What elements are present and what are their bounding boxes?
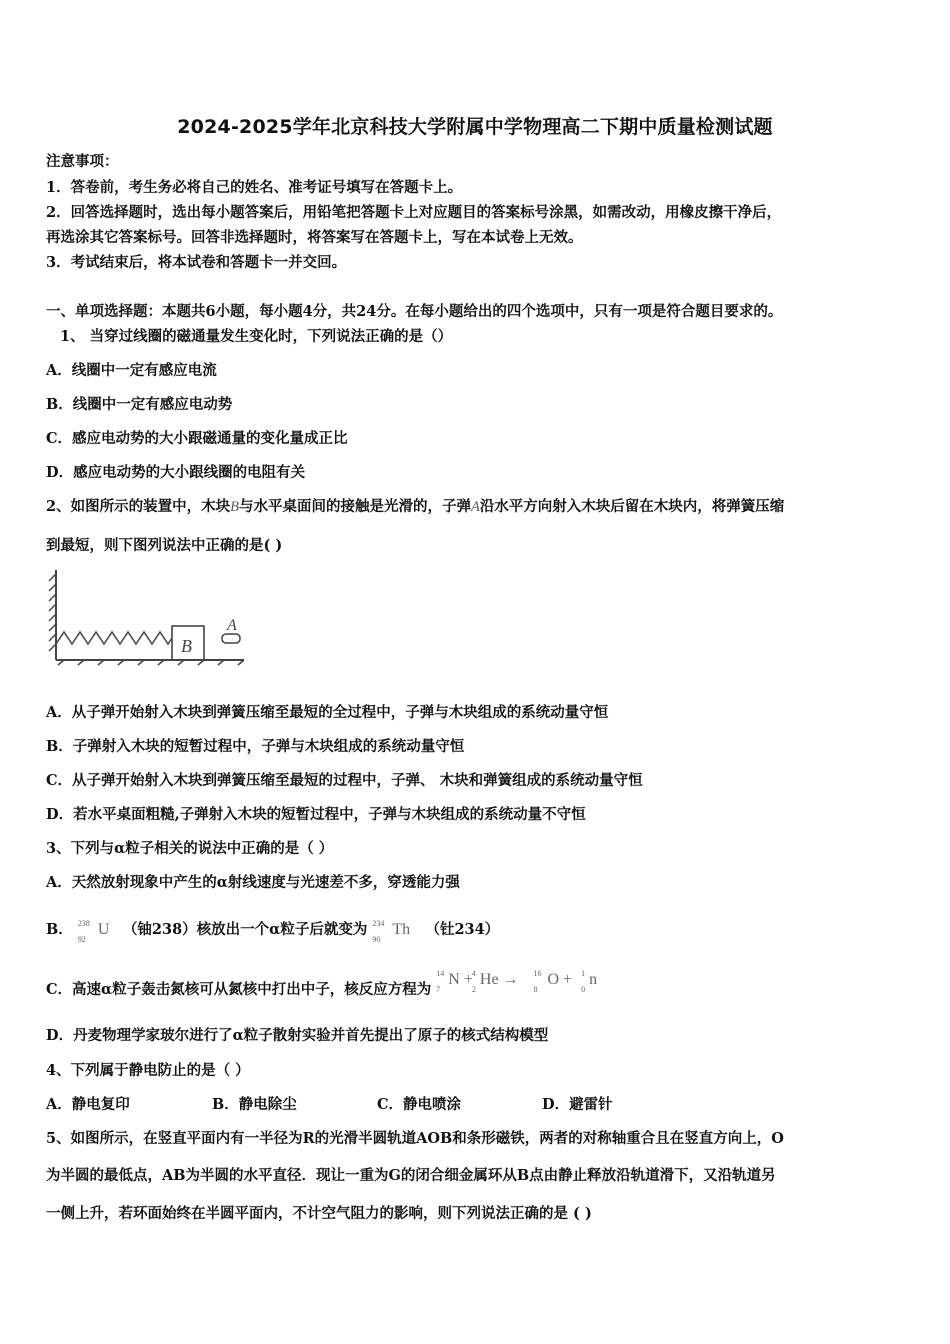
q4-option-c: C．静电喷涂 — [377, 1096, 462, 1113]
q2-option-d: D．若水平桌面粗糙,子弹射入木块的短暂过程中，子弹与木块组成的系统动量不守恒 — [46, 806, 586, 823]
block-label: B — [181, 636, 192, 656]
q4-option-b: B．静电除尘 — [212, 1096, 297, 1113]
notice-heading: 注意事项： — [46, 153, 119, 170]
q2-option-a: A．从子弹开始射入木块到弹簧压缩至最短的全过程中，子弹与木块组成的系统动量守恒 — [46, 704, 609, 721]
notice-item-2: 2．回答选择题时，选出每小题答案后，用铅笔把答题卡上对应题目的答案标号涂黑，如需改动，用橡皮擦干净后， — [46, 204, 782, 221]
q1-option-b: B．线圈中一定有感应电动势 — [46, 396, 233, 413]
q2-option-b: B．子弹射入木块的短暂过程中，子弹与木块组成的系统动量守恒 — [46, 738, 465, 755]
q5-stem-line2: 为半圆的最低点，AB为半圆的水平直径．现让一重为G的闭合细金属环从B点由静止释放沿轨道滑下，又沿轨道另 — [46, 1167, 776, 1184]
q4-option-a: A．静电复印 — [46, 1096, 130, 1113]
q1-option-d: D．感应电动势的大小跟线圈的电阻有关 — [46, 464, 306, 481]
spring — [56, 632, 172, 644]
q5-stem-line3: 一侧上升，若环面始终在半圆平面内，不计空气阻力的影响，则下列说法正确的是 ( ) — [46, 1205, 592, 1222]
bullet-label: A — [227, 617, 237, 634]
page-title: 2024-2025学年北京科技大学附属中学物理高二下期中质量检测试题 — [177, 116, 773, 138]
var-b: B — [230, 499, 239, 515]
nuclear-equation: 14 7 N + 4 2 He → 16 8 O + 1 0 n — [436, 969, 598, 994]
q3-option-d: D．丹麦物理学家玻尔进行了α粒子散射实验并首先提出了原子的核式结构模型 — [46, 1027, 549, 1044]
spring-block-figure — [44, 566, 254, 666]
notice-item-3: 3．考试结束后，将本试卷和答题卡一并交回。 — [46, 254, 347, 271]
q4-option-d: D．避雷针 — [542, 1096, 613, 1113]
q3-stem: 3、下列与α粒子相关的说法中正确的是（ ） — [46, 840, 334, 857]
bullet-a — [222, 634, 240, 643]
uranium-isotope: 238 92 U — [77, 919, 110, 944]
var-a: A — [470, 499, 480, 515]
q4-stem: 4、下列属于静电防止的是（ ） — [46, 1062, 250, 1079]
q2-option-c: C．从子弹开始射入木块到弹簧压缩至最短的过程中，子弹、 木块和弹簧组成的系统动量守恒 — [46, 772, 643, 789]
section-heading: 一、单项选择题：本题共6小题，每小题4分，共24分。在每小题给出的四个选项中，只有一项是符合题目要求的。 — [46, 303, 783, 320]
notice-item-2-cont: 再选涂其它答案标号。回答非选择题时，将答案写在答题卡上，写在本试卷上无效。 — [46, 229, 583, 246]
notice-item-1: 1．答卷前，考生务必将自己的姓名、准考证号填写在答题卡上。 — [46, 179, 463, 196]
q3-option-b: B． 238 92 U （铀238）核放出一个α粒子后就变为 234 90 Th （钍234） — [46, 919, 500, 944]
q1-option-a: A．线圈中一定有感应电流 — [46, 362, 217, 379]
q2-stem: 2、如图所示的装置中，木块B与水平桌面间的接触是光滑的，子弹A沿水平方向射入木块后留在木块内，将弹簧压缩 — [46, 498, 785, 515]
thorium-isotope: 234 90 Th — [372, 919, 411, 944]
q3-option-c: C．高速α粒子轰击氮核可从氮核中打出中子，核反应方程为 14 7 N + 4 2 He → 16 8 O + 1 0 n — [46, 980, 601, 1000]
q5-stem-line1: 5、如图所示，在竖直平面内有一半径为R的光滑半圆轨道AOB和条形磁铁，两者的对称轴重合且在竖直方向上，O — [46, 1130, 784, 1147]
q1-stem: 1、 当穿过线圈的磁通量发生变化时，下列说法正确的是（） — [60, 328, 453, 345]
q1-option-c: C．感应电动势的大小跟磁通量的变化量成正比 — [46, 430, 348, 447]
q3-option-a: A．天然放射现象中产生的α射线速度与光速差不多，穿透能力强 — [46, 874, 460, 891]
q2-stem-line2: 到最短，则下图列说法中正确的是( ) — [46, 537, 283, 554]
